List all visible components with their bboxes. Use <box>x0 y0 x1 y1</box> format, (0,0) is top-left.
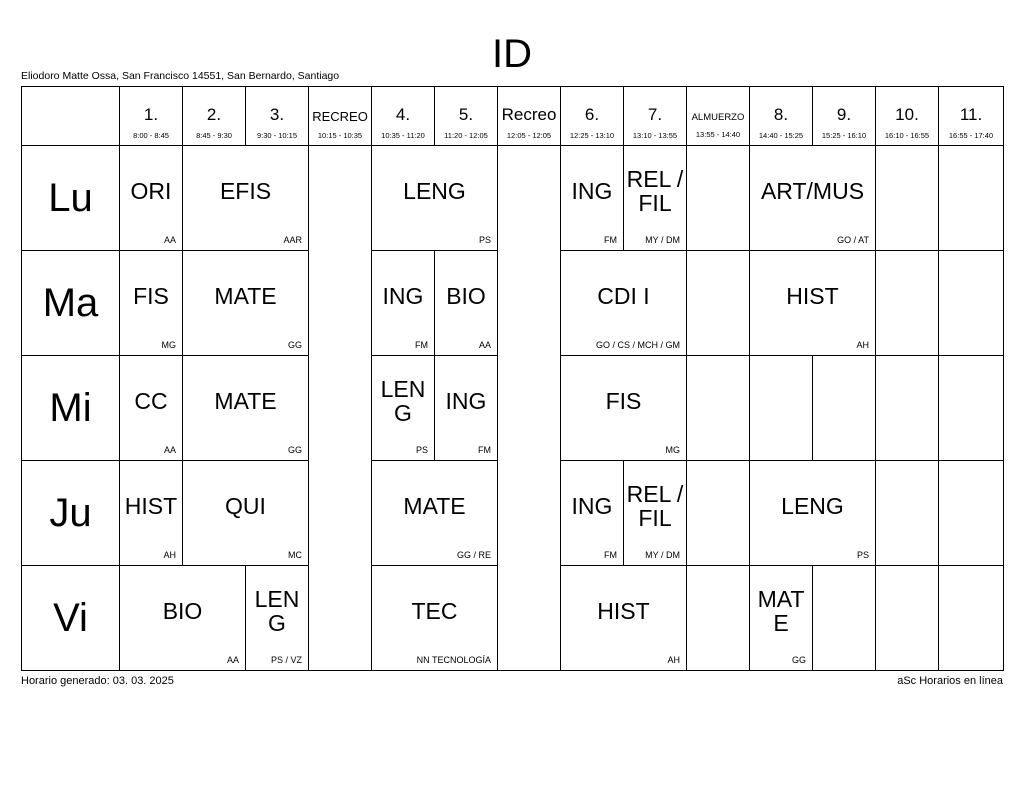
lesson-teacher: PS <box>856 550 869 560</box>
empty-cell <box>939 566 1004 671</box>
period-header <box>813 87 876 146</box>
period-time: 16:55 - 17:40 <box>948 131 994 140</box>
lesson-teacher: MG <box>161 340 176 350</box>
period-number: 6. <box>584 105 600 124</box>
lesson-subject: FIS <box>133 283 169 309</box>
day-label: Lu <box>22 146 120 251</box>
lesson-subject: MATE <box>757 586 805 636</box>
period-header <box>120 87 183 146</box>
lesson-cell <box>120 356 183 461</box>
lesson-subject: EFIS <box>219 178 272 204</box>
empty-cell <box>939 461 1004 566</box>
lesson-subject: MATE <box>214 388 277 414</box>
lesson-subject: LENG <box>380 376 426 426</box>
lesson-cell <box>183 251 309 356</box>
lesson-subject: HIST <box>597 598 650 624</box>
lesson-teacher: MY / DM <box>645 235 680 245</box>
period-header <box>246 87 309 146</box>
school-address: Eliodoro Matte Ossa, San Francisco 14551, San Bernardo, Santiago <box>21 70 340 82</box>
period-time: 9:30 - 10:15 <box>256 131 298 140</box>
period-time: 15:25 - 16:10 <box>821 131 867 140</box>
lesson-subject: ING <box>445 388 487 414</box>
empty-cell <box>876 461 939 566</box>
period-header <box>435 87 498 146</box>
lesson-teacher: GG <box>287 445 302 455</box>
empty-cell <box>939 356 1004 461</box>
lesson-teacher: FM <box>604 550 617 560</box>
timetable-grid <box>21 86 1004 671</box>
day-label: Vi <box>22 566 120 671</box>
lesson-cell <box>183 461 309 566</box>
lesson-teacher: MC <box>288 550 302 560</box>
period-number: 3. <box>269 105 285 124</box>
lesson-cell <box>561 461 624 566</box>
lesson-subject: MATE <box>214 283 277 309</box>
empty-cell <box>876 146 939 251</box>
lesson-subject: REL /FIL <box>626 481 684 531</box>
lesson-cell <box>120 251 183 356</box>
lesson-cell <box>120 146 183 251</box>
day-row <box>22 146 1004 251</box>
lesson-cell <box>750 461 876 566</box>
lesson-teacher: FM <box>604 235 617 245</box>
empty-cell <box>687 146 750 251</box>
period-time: 8:00 - 8:45 <box>133 131 169 140</box>
period-time: 10:35 - 11:20 <box>381 131 425 140</box>
lesson-cell <box>120 461 183 566</box>
lesson-teacher: AA <box>163 235 176 245</box>
lesson-cell <box>435 251 498 356</box>
lesson-teacher: AA <box>226 655 239 665</box>
day-label: Mi <box>22 356 120 461</box>
lesson-subject: HIST <box>124 493 178 519</box>
period-time: 11:20 - 12:05 <box>444 131 488 140</box>
lesson-teacher: GO / CS / MCH / GM <box>595 340 680 350</box>
lesson-subject: CC <box>134 388 168 414</box>
lesson-subject: LENG <box>254 586 300 636</box>
lesson-teacher: AA <box>478 340 491 350</box>
lesson-subject: ING <box>382 283 424 309</box>
lesson-subject: CDI I <box>597 283 650 309</box>
period-number: 8. <box>773 105 789 124</box>
period-number: 7. <box>647 105 663 124</box>
lesson-subject: LENG <box>781 493 844 519</box>
period-time: 13:10 - 13:55 <box>632 131 678 140</box>
lesson-teacher: PS / VZ <box>270 655 302 665</box>
lesson-subject: ART/MUS <box>760 178 865 204</box>
period-header <box>939 87 1004 146</box>
lesson-cell <box>624 146 687 251</box>
lesson-cell <box>750 146 876 251</box>
period-number: RECREO <box>312 109 368 124</box>
lesson-teacher: GG / RE <box>456 550 491 560</box>
lesson-subject: ING <box>571 493 613 519</box>
corner-cell <box>22 87 120 146</box>
empty-cell <box>876 566 939 671</box>
lesson-cell <box>120 566 246 671</box>
lesson-teacher: AH <box>163 550 176 560</box>
lesson-cell <box>183 146 309 251</box>
empty-cell <box>687 356 750 461</box>
period-number: 4. <box>395 105 411 124</box>
period-time: 12:05 - 12:05 <box>506 131 552 140</box>
lesson-cell <box>561 566 687 671</box>
lesson-subject: HIST <box>786 283 839 309</box>
lesson-subject: QUI <box>225 493 266 519</box>
lesson-cell <box>372 566 498 671</box>
lesson-subject: LENG <box>403 178 466 204</box>
lesson-cell <box>750 566 813 671</box>
generated-date: Horario generado: 03. 03. 2025 <box>21 675 174 687</box>
lesson-cell <box>372 356 435 461</box>
timetable-title: ID <box>492 32 532 76</box>
lesson-teacher: AA <box>163 445 176 455</box>
lesson-teacher: MG <box>665 445 680 455</box>
break-header <box>309 87 372 146</box>
period-header <box>372 87 435 146</box>
lesson-teacher: GG <box>791 655 806 665</box>
period-number: 9. <box>836 105 852 124</box>
lesson-teacher: PS <box>478 235 491 245</box>
empty-cell <box>687 251 750 356</box>
lesson-teacher: GO / AT <box>837 235 869 245</box>
lesson-cell <box>372 461 498 566</box>
lesson-cell <box>246 566 309 671</box>
lesson-cell <box>750 251 876 356</box>
lesson-subject: BIO <box>446 283 486 309</box>
period-time: 16:10 - 16:55 <box>884 131 930 140</box>
lesson-cell <box>372 146 498 251</box>
lesson-teacher: AH <box>856 340 869 350</box>
period-header <box>183 87 246 146</box>
lesson-teacher: FM <box>415 340 428 350</box>
lesson-teacher: MY / DM <box>645 550 680 560</box>
lesson-subject: FIS <box>605 388 642 414</box>
period-number: 10. <box>895 105 919 124</box>
period-header <box>876 87 939 146</box>
lesson-subject: ING <box>571 178 613 204</box>
empty-cell <box>876 251 939 356</box>
empty-cell <box>939 251 1004 356</box>
empty-cell <box>876 356 939 461</box>
period-time: 10:15 - 10:35 <box>317 131 363 140</box>
period-number: 5. <box>458 105 474 124</box>
period-number: Recreo <box>501 105 557 124</box>
lesson-subject: REL /FIL <box>626 166 684 216</box>
day-label: Ju <box>22 461 120 566</box>
period-number: ALMUERZO <box>691 112 745 123</box>
lesson-cell <box>183 356 309 461</box>
brand-credit: aSc Horarios en línea <box>897 675 1003 687</box>
empty-cell <box>813 566 876 671</box>
lesson-teacher: AAR <box>283 235 302 245</box>
lesson-teacher: AH <box>667 655 680 665</box>
empty-cell <box>939 146 1004 251</box>
lesson-teacher: NN TECNOLOGÍA <box>416 655 491 665</box>
break-column <box>498 146 561 671</box>
lesson-cell <box>561 356 687 461</box>
lesson-cell <box>372 251 435 356</box>
lunch-header <box>687 87 750 146</box>
period-time: 12:25 - 13:10 <box>569 131 615 140</box>
lesson-cell <box>561 251 687 356</box>
period-time: 8:45 - 9:30 <box>196 131 232 140</box>
lesson-cell <box>435 356 498 461</box>
empty-cell <box>813 356 876 461</box>
lesson-teacher: GG <box>287 340 302 350</box>
lesson-subject: BIO <box>162 598 203 624</box>
period-header <box>624 87 687 146</box>
period-number: 1. <box>143 105 159 124</box>
period-header <box>750 87 813 146</box>
lesson-cell <box>624 461 687 566</box>
period-time: 13:55 - 14:40 <box>695 130 741 139</box>
empty-cell <box>750 356 813 461</box>
period-number: 11. <box>959 105 983 124</box>
empty-cell <box>687 461 750 566</box>
day-label: Ma <box>22 251 120 356</box>
lesson-subject: TEC <box>411 598 458 624</box>
lesson-subject: MATE <box>403 493 466 519</box>
lesson-teacher: PS <box>415 445 428 455</box>
lesson-subject: ORI <box>130 178 172 204</box>
break-header <box>498 87 561 146</box>
lesson-teacher: FM <box>478 445 491 455</box>
period-header-row <box>22 87 1004 146</box>
break-column <box>309 146 372 671</box>
period-header <box>561 87 624 146</box>
period-time: 14:40 - 15:25 <box>758 131 804 140</box>
lesson-cell <box>561 146 624 251</box>
period-number: 2. <box>206 105 222 124</box>
empty-cell <box>687 566 750 671</box>
